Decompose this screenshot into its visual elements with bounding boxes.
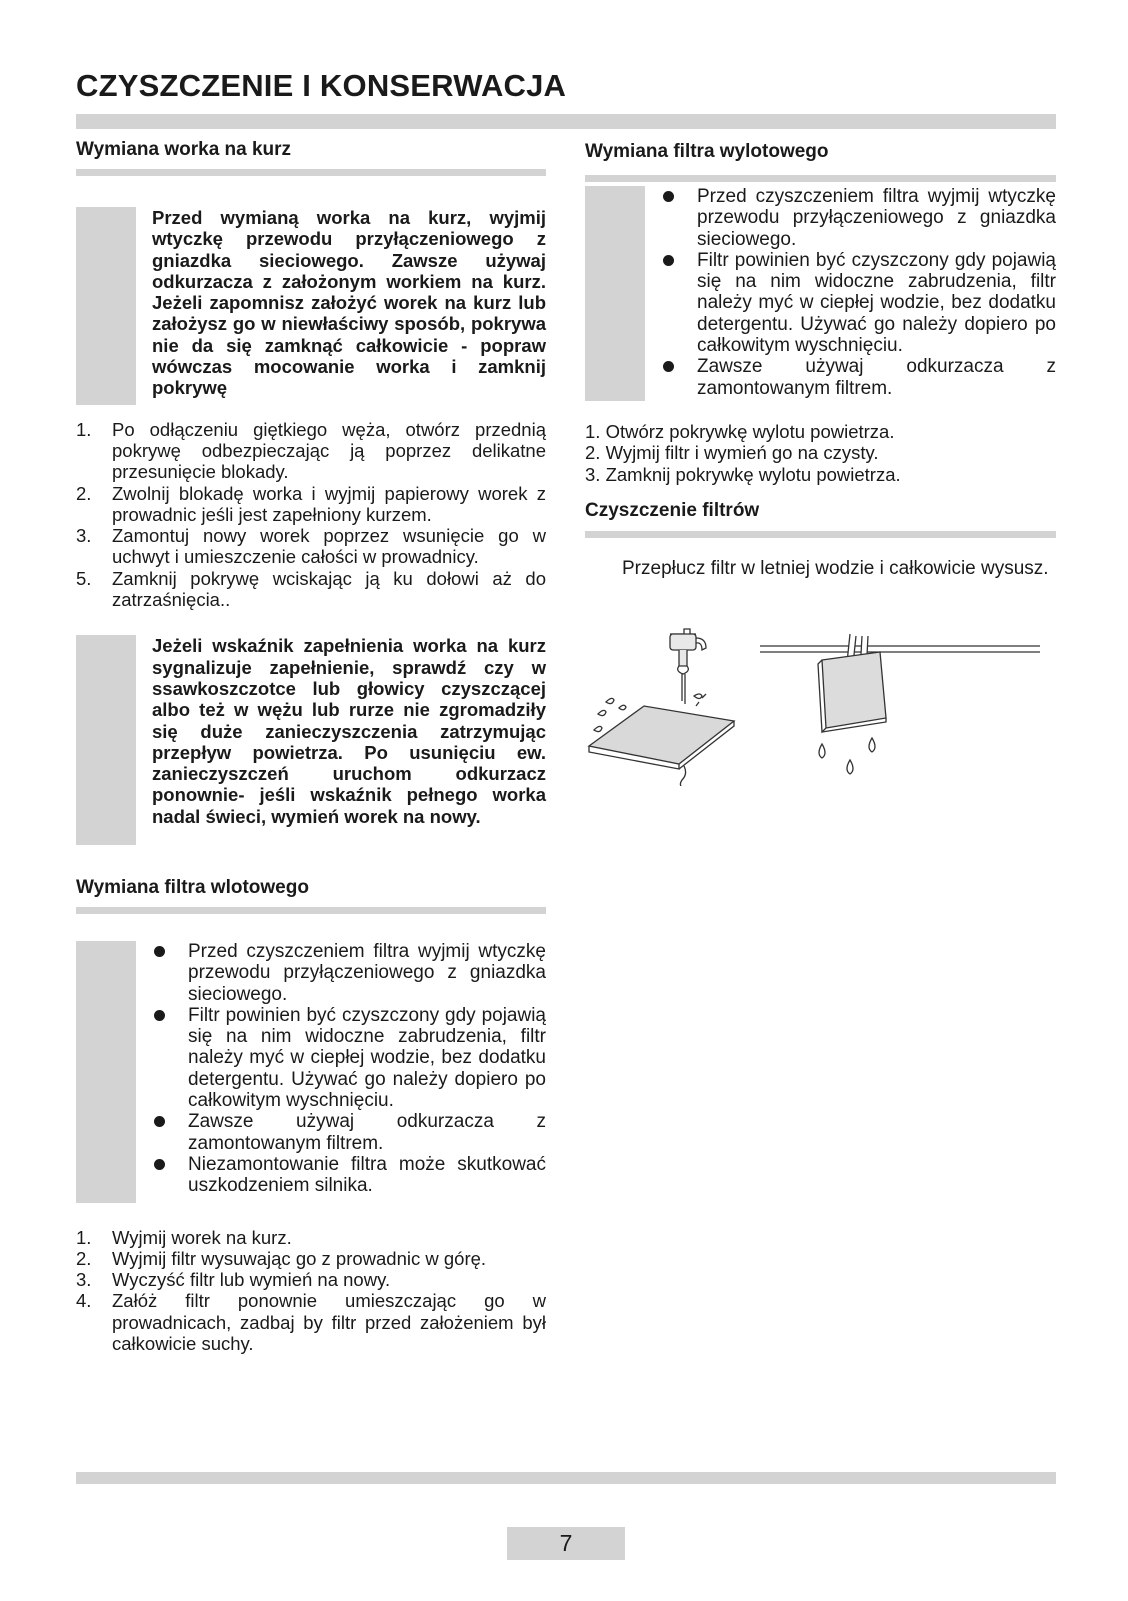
- page-title: CZYSZCZENIE I KONSERWACJA: [76, 68, 567, 103]
- bullet-icon: [663, 361, 674, 372]
- list-item: 1. Wyjmij worek na kurz.: [76, 1226, 292, 1248]
- note-marker: [76, 941, 136, 1203]
- list-item: 1. Otwórz pokrywkę wylotu powietrza.: [585, 420, 895, 442]
- bag-indicator-text: Jeżeli wskaźnik zapełnienia worka na kurz sygnalizuje zapełnienie, sprawdź czy w ssawkoszczotce lub głowicy czyszczącej albo też w wężu lub rurze nie zgromadziły się duże zanieczyszczenia zatrzymując przepływ powietrza. Po usunięciu ew. zanieczyszczeń uruchom odkurzacz ponownie- jeśli wskaźnik pełnego worka nadal świeci, wymień worek na nowy.: [152, 635, 546, 827]
- section-rule: [76, 907, 546, 914]
- section-rule: [585, 175, 1056, 182]
- outlet-heading: Wymiana filtra wylotowego: [585, 141, 829, 162]
- title-divider: [76, 114, 1056, 129]
- bullet-icon: [154, 1116, 165, 1127]
- list-item: Przed czyszczeniem filtra wyjmij wtyczkę przewodu przyłączeniowego z gniazdka sieciowego.: [152, 941, 546, 1005]
- list-item: Przed czyszczeniem filtra wyjmij wtyczkę przewodu przyłączeniowego z gniazdka sieciowego.: [661, 186, 1056, 250]
- list-item: 4. Załóż filtr ponownie umieszczając go w prowadnicach, zadbaj by filtr przed założeniem był całkowicie suchy.: [76, 1290, 546, 1355]
- bag-heading: Wymiana worka na kurz: [76, 139, 292, 160]
- list-item: 1. Po odłączeniu giętkiego węża, otwórz przednią pokrywę odbezpieczając ją poprzez delikatne przesunięcie blokady.: [76, 418, 546, 483]
- bag-indicator-note: [76, 635, 546, 827]
- page-number: 7: [507, 1527, 625, 1560]
- note-marker: [76, 635, 136, 845]
- filters-heading: Czyszczenie filtrów: [585, 499, 760, 521]
- section-rule: [76, 169, 546, 176]
- list-item: 3. Zamknij pokrywkę wylotu powietrza.: [585, 463, 901, 485]
- footer-rule: [76, 1472, 1056, 1484]
- list-item: Niezamontowanie filtra może skutkować uszkodzeniem silnika.: [152, 1154, 546, 1197]
- note-marker: [76, 207, 136, 405]
- inlet-note: [76, 941, 546, 1197]
- filters-text: Przepłucz filtr w letniej wodzie i całkowicie wysusz.: [622, 557, 1049, 579]
- list-item: Filtr powinien być czyszczony gdy pojawią się na nim widoczne zabrudzenia, filtr należy myć w ciepłej wodzie, bez dodatku detergentu. Używać go należy dopiero po całkowitym wyschnięciu.: [152, 1005, 546, 1111]
- list-item: 3. Wyczyść filtr lub wymień na nowy.: [76, 1269, 391, 1291]
- bullet-icon: [154, 946, 165, 957]
- section-rule: [585, 531, 1056, 538]
- inlet-steps: [76, 1227, 546, 1355]
- outlet-bullets: [661, 186, 1056, 399]
- bag-warning-text: Przed wymianą worka na kurz, wyjmij wtyczkę przewodu przyłączeniowego z gniazdka sieciowego. Zawsze używaj odkurzacza z założonym workiem na kurz. Jeżeli zapomnisz założyć worek na kurz lub założysz go w niewłaściwy sposób, pokrywa nie da się zamknąć całkowicie - popraw wówczas mocowanie worka i zamknij pokrywę: [152, 207, 546, 399]
- outlet-section: [585, 140, 1056, 579]
- bullet-icon: [663, 191, 674, 202]
- filter-drying-illustration: [760, 632, 1060, 792]
- outlet-note: [585, 186, 1056, 399]
- bag-section: [76, 138, 546, 827]
- note-marker: [585, 186, 645, 401]
- bag-steps: [76, 419, 546, 611]
- bullet-icon: [154, 1010, 165, 1021]
- list-item: Zawsze używaj odkurzacza z zamontowanym filtrem.: [661, 356, 1056, 399]
- bullet-icon: [663, 255, 674, 266]
- outlet-steps: [585, 421, 1056, 485]
- list-item: Zawsze używaj odkurzacza z zamontowanym filtrem.: [152, 1111, 546, 1154]
- bullet-icon: [154, 1159, 165, 1170]
- inlet-heading: Wymiana filtra wlotowego: [76, 877, 309, 898]
- list-item: 2. Wyjmij filtr i wymień go na czysty.: [585, 442, 879, 464]
- bag-warning-note: [76, 207, 546, 399]
- inlet-bullets: [152, 941, 546, 1197]
- list-item: 2. Wyjmij filtr wysuwając go z prowadnic w górę.: [76, 1247, 487, 1269]
- inlet-section: [76, 876, 546, 1354]
- list-item: 2. Zwolnij blokadę worka i wyjmij papierowy worek z prowadnic jeśli jest zapełniony kurzem.: [76, 482, 546, 525]
- list-item: Filtr powinien być czyszczony gdy pojawią się na nim widoczne zabrudzenia, filtr należy myć w ciepłej wodzie, bez dodatku detergentu. Używać go należy dopiero po całkowitym wyschnięciu.: [661, 250, 1056, 356]
- list-item: 3. Zamontuj nowy worek poprzez wsunięcie go w uchwyt i umieszczenie całości w prowadnicy.: [76, 525, 546, 568]
- list-item: 5. Zamknij pokrywę wciskając ją ku dołowi aż do zatrzaśnięcia..: [76, 567, 546, 611]
